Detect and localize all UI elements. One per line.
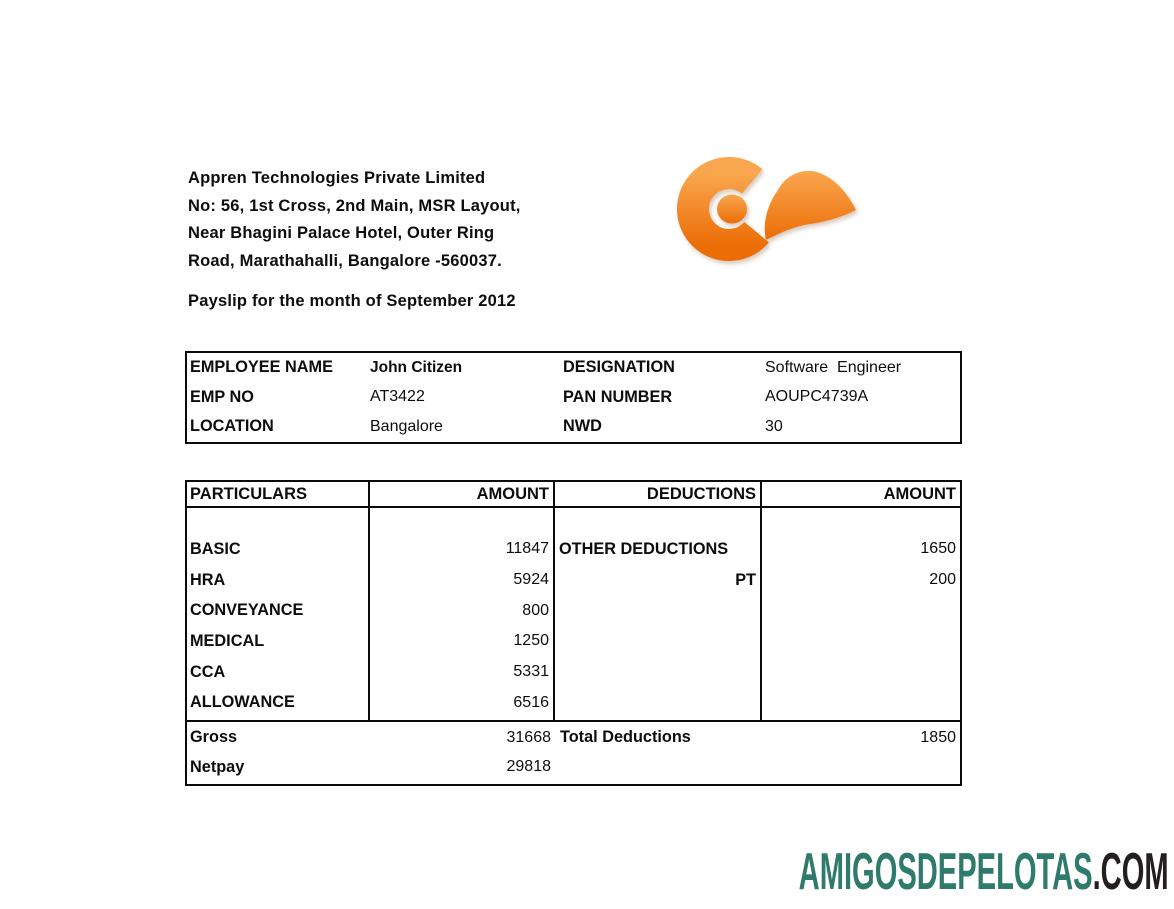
deduction-amount: 1650 xyxy=(920,540,956,558)
earning-label: CCA xyxy=(190,662,226,681)
emp-no-label: EMP NO xyxy=(190,387,254,406)
earnings-amount-header: AMOUNT xyxy=(370,482,555,506)
netpay-label: Netpay xyxy=(190,757,245,776)
watermark-tld: .COM xyxy=(1092,843,1169,901)
deduction-label: OTHER DEDUCTIONS xyxy=(559,539,729,558)
company-address-block xyxy=(188,165,521,275)
deductions-amount-column xyxy=(762,508,960,720)
nwd-label: NWD xyxy=(563,417,602,436)
earning-amount: 5331 xyxy=(513,663,549,681)
employee-info-table xyxy=(185,351,962,444)
earning-label: HRA xyxy=(190,570,226,589)
gross-row xyxy=(187,723,960,753)
designation-value: Software Engineer xyxy=(765,358,902,376)
deduction-label: PT xyxy=(735,570,756,589)
netpay-amount: 29818 xyxy=(506,758,551,776)
earnings-amount-column xyxy=(370,508,555,720)
location-label: LOCATION xyxy=(190,417,274,436)
salary-table-totals xyxy=(187,720,960,780)
salary-table xyxy=(185,480,962,786)
pan-number-value: AOUPC4739A xyxy=(765,388,869,406)
salary-table-header-row xyxy=(187,482,960,508)
nwd-value: 30 xyxy=(765,417,783,435)
company-name: Appren Technologies Private Limited xyxy=(188,169,486,187)
location-value: Bangalore xyxy=(370,417,443,435)
gross-label: Gross xyxy=(190,728,238,747)
watermark-site-name: AMIGOSDEPELOTAS xyxy=(799,843,1093,901)
earning-label: BASIC xyxy=(190,539,241,558)
total-deductions-amount: 1850 xyxy=(920,728,956,746)
company-logo-icon xyxy=(666,146,861,268)
earning-label: CONVEYANCE xyxy=(190,601,304,620)
gross-amount: 31668 xyxy=(506,728,551,746)
deductions-label-column xyxy=(555,508,762,720)
earning-amount: 11847 xyxy=(505,540,549,558)
earning-amount: 5924 xyxy=(513,571,549,589)
deduction-amount: 200 xyxy=(929,571,956,589)
company-address-line-1: No: 56, 1st Cross, 2nd Main, MSR Layout, xyxy=(188,196,521,215)
employee-name-label: EMPLOYEE NAME xyxy=(190,358,333,377)
emp-no-value: AT3422 xyxy=(370,388,425,406)
pan-number-label: PAN NUMBER xyxy=(563,387,673,406)
deductions-amount-header: AMOUNT xyxy=(883,484,956,503)
watermark-logo xyxy=(799,843,1169,901)
netpay-row xyxy=(187,753,960,783)
employee-name-value: John Citizen xyxy=(370,358,463,376)
earning-label: ALLOWANCE xyxy=(190,693,295,712)
payslip-title: Payslip for the month of September 2012 xyxy=(188,292,516,310)
earnings-label-column xyxy=(187,508,370,720)
earning-label: MEDICAL xyxy=(190,631,265,650)
particulars-header: PARTICULARS xyxy=(187,482,370,506)
salary-table-body xyxy=(187,508,960,720)
company-address-line-3: Road, Marathahalli, Bangalore -560037. xyxy=(188,251,502,270)
earning-amount: 6516 xyxy=(513,693,549,711)
total-deductions-label: Total Deductions xyxy=(560,728,691,747)
earning-amount: 1250 xyxy=(513,632,549,650)
deductions-header: DEDUCTIONS xyxy=(555,482,762,506)
designation-label: DESIGNATION xyxy=(563,358,675,377)
earning-amount: 800 xyxy=(522,601,549,619)
company-address-line-2: Near Bhagini Palace Hotel, Outer Ring xyxy=(188,224,495,242)
